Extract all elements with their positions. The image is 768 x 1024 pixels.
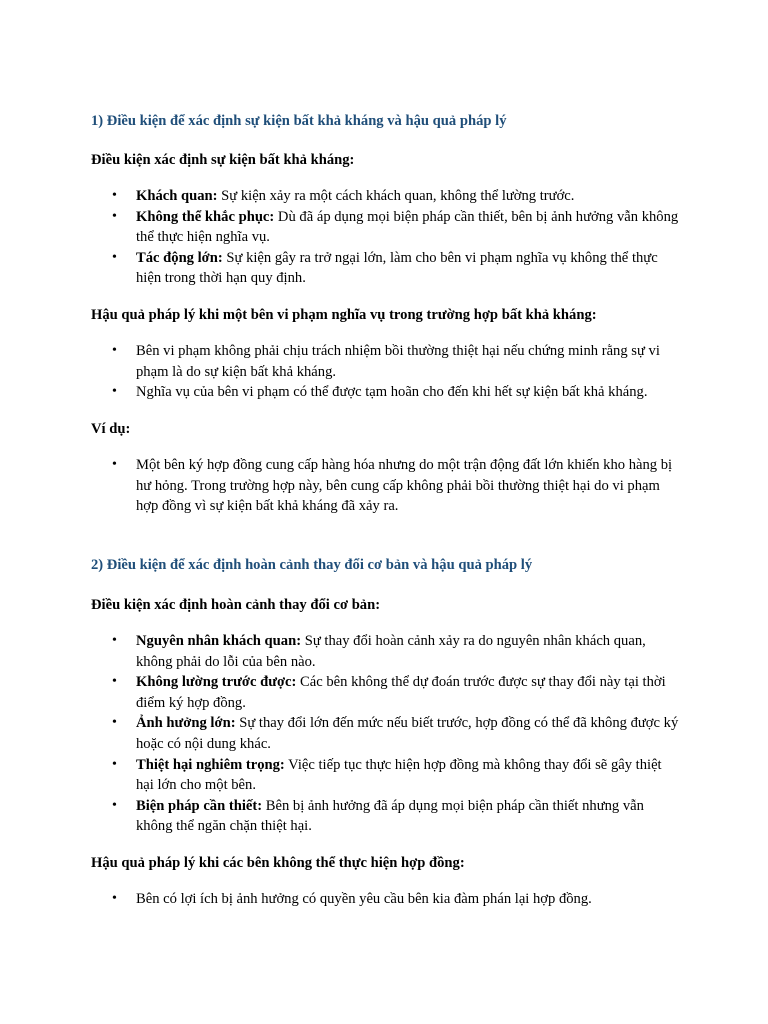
section-1-consequences-title: Hậu quả pháp lý khi một bên vi phạm nghĩa vụ trong trường hợp bất khả kháng: xyxy=(91,307,597,323)
list-item: • Nghĩa vụ của bên vi phạm có thể được tạm hoãn cho đến khi hết sự kiện bất khả kháng. xyxy=(0,382,681,403)
bullet-icon: • xyxy=(112,384,117,400)
section-1-conditions-list xyxy=(0,186,768,289)
list-item: • Thiệt hại nghiêm trọng: Việc tiếp tục thực hiện hợp đồng mà không thay đổi sẽ gây thiệt hại lớn cho một bên. xyxy=(112,756,662,794)
list-item: • Bên vi phạm không phải chịu trách nhiệm bồi thường thiệt hại nếu chứng minh rằng sự vi phạm là do sự kiện bất khả kháng. xyxy=(112,343,660,380)
bullet-icon: • xyxy=(112,208,117,224)
section-2-consequences-title: Hậu quả pháp lý khi các bên không thể thực hiện hợp đồng: xyxy=(91,855,465,871)
list-item: • Một bên ký hợp đồng cung cấp hàng hóa nhưng do một trận động đất lớn khiến kho hàng bị hư hỏng. Trong trường hợp này, bên cung cấp không phải bồi thường thiệt hại do vi phạm hợp đồng vì sự kiện bất khả kháng đã xảy ra. xyxy=(112,457,673,515)
bullet-icon: • xyxy=(112,188,117,203)
list-item: • Không thể khắc phục: Dù đã áp dụng mọi biện pháp cần thiết, bên bị ảnh hưởng vẫn không thể thực hiện nghĩa vụ. xyxy=(112,208,679,246)
bullet-icon: • xyxy=(112,457,117,472)
list-item: • Ảnh hưởng lớn: Sự thay đổi lớn đến mức nếu biết trước, hợp đồng có thể đã không được ký hoặc có nội dung khác. xyxy=(112,715,679,752)
section-1-heading: 1) Điều kiện để xác định sự kiện bất khả kháng và hậu quả pháp lý xyxy=(91,113,507,129)
section-1-consequences-list xyxy=(0,341,768,403)
bullet-icon: • xyxy=(112,797,117,813)
list-item: • Tác động lớn: Sự kiện gây ra trở ngại lớn, làm cho bên vi phạm nghĩa vụ không thể thực hiện trong thời hạn quy định. xyxy=(112,249,658,287)
bullet-icon: • xyxy=(112,715,117,731)
list-item: • Biện pháp cần thiết: Bên bị ảnh hưởng đã áp dụng mọi biện pháp cần thiết nhưng vẫn không thể ngăn chặn thiệt hại. xyxy=(112,797,644,835)
bullet-icon: • xyxy=(112,633,117,648)
list-item: • Không lường trước được: Các bên không thể dự đoán trước được sự thay đổi này tại thời điểm ký hợp đồng. xyxy=(112,674,666,711)
section-2-heading: 2) Điều kiện để xác định hoàn cảnh thay đổi cơ bản và hậu quả pháp lý xyxy=(91,557,533,573)
section-2-conditions-title: Điều kiện xác định hoàn cảnh thay đổi cơ bản: xyxy=(91,597,381,613)
list-item: • Khách quan: Sự kiện xảy ra một cách khách quan, không thể lường trước. xyxy=(0,186,681,207)
section-1-examples-list xyxy=(0,455,768,517)
list-item: • Bên có lợi ích bị ảnh hưởng có quyền yêu cầu bên kia đàm phán lại hợp đồng. xyxy=(0,889,681,910)
bullet-icon: • xyxy=(112,674,117,690)
section-2-conditions-list xyxy=(0,631,768,837)
bullet-icon: • xyxy=(112,891,117,906)
bullet-icon: • xyxy=(112,343,117,358)
section-2-consequences-list xyxy=(0,889,768,910)
bullet-icon: • xyxy=(112,249,117,265)
section-1-conditions-title: Điều kiện xác định sự kiện bất khả kháng: xyxy=(91,152,355,168)
bullet-icon: • xyxy=(112,756,117,772)
list-item: • Nguyên nhân khách quan: Sự thay đổi hoàn cảnh xảy ra do nguyên nhân khách quan, không phải do lỗi của bên nào. xyxy=(112,633,646,670)
section-1-example-title: Ví dụ: xyxy=(91,421,131,437)
